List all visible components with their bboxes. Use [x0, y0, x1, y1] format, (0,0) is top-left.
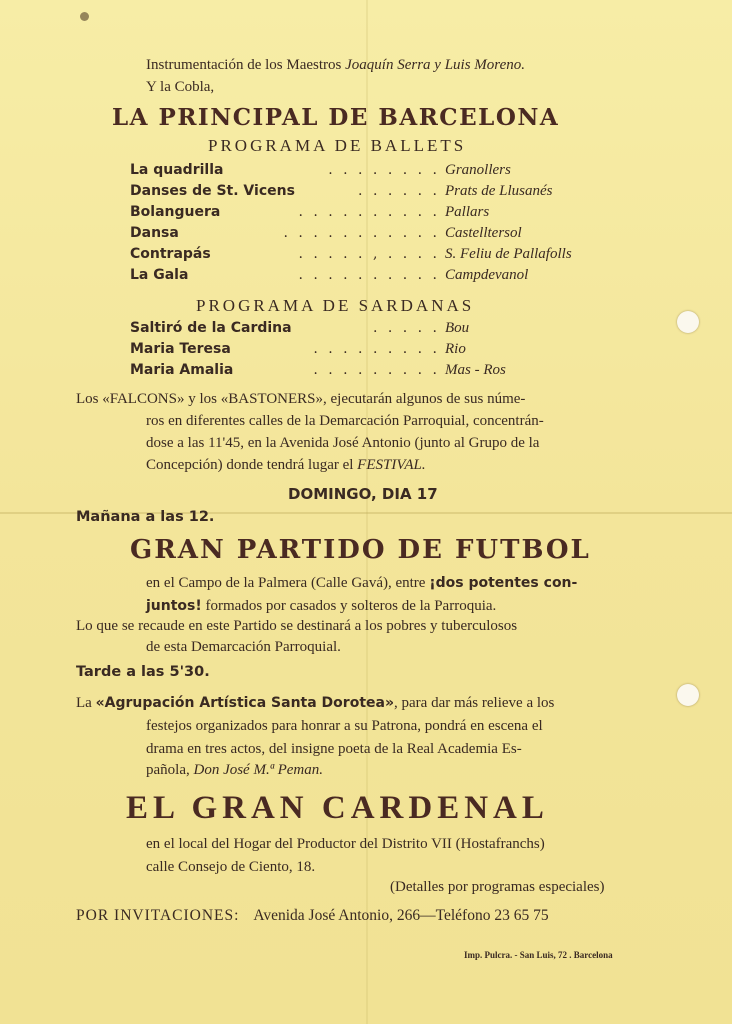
futbol-line-1: [146, 575, 577, 592]
agrupacion-name: «Agrupación Artística Santa Dorotea»: [95, 695, 395, 711]
ballets-row: [130, 246, 600, 266]
invitaciones-line: [76, 907, 549, 925]
manana-time: Mañana a las 12.: [76, 509, 215, 525]
ballets-place: Prats de Llusanés: [445, 183, 553, 199]
invitaciones-label: POR INVITACIONES:: [76, 907, 240, 924]
futbol-line-1-prefix: en el Campo de la Palmera (Calle Gavá), entre: [146, 575, 426, 591]
sardanas-place: Bou: [445, 320, 470, 336]
ballets-place: Pallars: [445, 204, 490, 220]
teatro-line-1-rest: , para dar más relieve a los: [394, 695, 555, 711]
ballets-heading: PROGRAMA DE BALLETS: [208, 136, 467, 155]
ballets-dots: . . . . . , . . . .: [298, 246, 440, 262]
ballets-row: [130, 162, 600, 182]
sardanas-place: Rio: [445, 341, 466, 357]
ballets-dots: . . . . . .: [358, 183, 440, 199]
futbol-line-2-rest: formados por casados y solteros de la Parroquia.: [205, 598, 497, 614]
futbol-title: GRAN PARTIDO DE FUTBOL: [130, 535, 591, 565]
falcons-line-4-prefix: Concepción) donde tendrá lugar el: [146, 457, 354, 473]
ballets-name: Contrapás: [130, 246, 211, 262]
cardenal-line-2: calle Consejo de Ciento, 18.: [146, 859, 316, 875]
sardanas-dots: . . . . .: [372, 320, 440, 336]
instrumentation-prefix: Instrumentación de los Maestros: [146, 57, 342, 73]
ballets-name: La Gala: [130, 267, 189, 283]
tarde-time: Tarde a las 5'30.: [76, 664, 210, 680]
sardanas-name: Maria Amalia: [130, 362, 234, 378]
teatro-line-2: festejos organizados para honrar a su Patrona, pondrá en escena el: [146, 718, 543, 734]
imprenta-credit: Imp. Pulcra. - San Luis, 72 . Barcelona: [464, 950, 613, 960]
futbol-line-4: de esta Demarcación Parroquial.: [146, 639, 341, 655]
ballets-dots: . . . . . . . .: [328, 162, 440, 178]
teatro-line-4: [146, 762, 323, 779]
falcons-line-4: [146, 457, 426, 474]
teatro-line-1-prefix: La: [76, 695, 92, 711]
sardanas-row: [130, 320, 600, 340]
instrumentation-names: Joaquín Serra y Luis Moreno.: [345, 57, 525, 73]
ballets-name: Dansa: [130, 225, 179, 241]
punch-hole-bottom: [677, 684, 699, 706]
ballets-dots: . . . . . . . . . .: [298, 267, 440, 283]
ballets-place: S. Feliu de Pallafolls: [445, 246, 572, 262]
falcons-line-2: ros en diferentes calles de la Demarcación Parroquial, concentrán-: [146, 413, 544, 429]
sardanas-dots: . . . . . . . . .: [313, 341, 440, 357]
futbol-line-2-bold: juntos!: [146, 598, 202, 614]
futbol-line-3: Lo que se recaude en este Partido se destinará a los pobres y tuberculosos: [76, 618, 518, 634]
cobla-line: Y la Cobla,: [146, 79, 215, 95]
futbol-line-1-bold: ¡dos potentes con-: [429, 575, 578, 591]
ballets-place: Castelltersol: [445, 225, 522, 241]
ballets-place: Campdevanol: [445, 267, 529, 283]
cardenal-line-1: en el local del Hogar del Productor del Distrito VII (Hostafranchs): [146, 836, 545, 852]
teatro-line-1: [76, 695, 554, 712]
ballets-name: Bolanguera: [130, 204, 221, 220]
falcons-line-3: dose a las 11'45, en la Avenida José Antonio (junto al Grupo de la: [146, 435, 540, 451]
teatro-line-4-prefix: pañola,: [146, 762, 190, 778]
festival-word: FESTIVAL.: [357, 457, 426, 473]
instrumentation-line: [146, 57, 525, 74]
detalles-note: (Detalles por programas especiales): [390, 879, 605, 895]
falcons-line-1: Los «FALCONS» y los «BASTONERS», ejecutarán algunos de sus núme-: [76, 391, 526, 407]
cardenal-title: EL GRAN CARDENAL: [126, 790, 549, 826]
teatro-line-3: drama en tres actos, del insigne poeta de la Real Academia Es-: [146, 741, 522, 757]
ballets-name: La quadrilla: [130, 162, 224, 178]
ballets-dots: . . . . . . . . . .: [298, 204, 440, 220]
cobla-name-heading: LA PRINCIPAL DE BARCELONA: [112, 104, 560, 131]
ballets-row: [130, 225, 600, 245]
ballets-dots: . . . . . . . . . . .: [283, 225, 440, 241]
sardanas-place: Mas - Ros: [445, 362, 506, 378]
ballets-row: [130, 204, 600, 224]
ballets-name: Danses de St. Vicens: [130, 183, 295, 199]
ballets-place: Granollers: [445, 162, 511, 178]
author-name: Don José M.ª Peman.: [193, 762, 324, 778]
sardanas-row: [130, 341, 600, 361]
invitaciones-address: Avenida José Antonio, 266—Teléfono 23 65 75: [253, 907, 549, 924]
domingo-heading: DOMINGO, DIA 17: [288, 485, 438, 503]
punch-hole-top: [677, 311, 699, 333]
ballets-row: [130, 183, 600, 203]
sardanas-heading: PROGRAMA DE SARDANAS: [196, 296, 475, 315]
futbol-line-2: [146, 598, 496, 615]
ballets-row: [130, 267, 600, 287]
sardanas-name: Saltiró de la Cardina: [130, 320, 292, 336]
sardanas-dots: . . . . . . . . .: [313, 362, 440, 378]
sardanas-row: [130, 362, 600, 382]
sardanas-name: Maria Teresa: [130, 341, 231, 357]
stain-spot: [80, 12, 89, 21]
